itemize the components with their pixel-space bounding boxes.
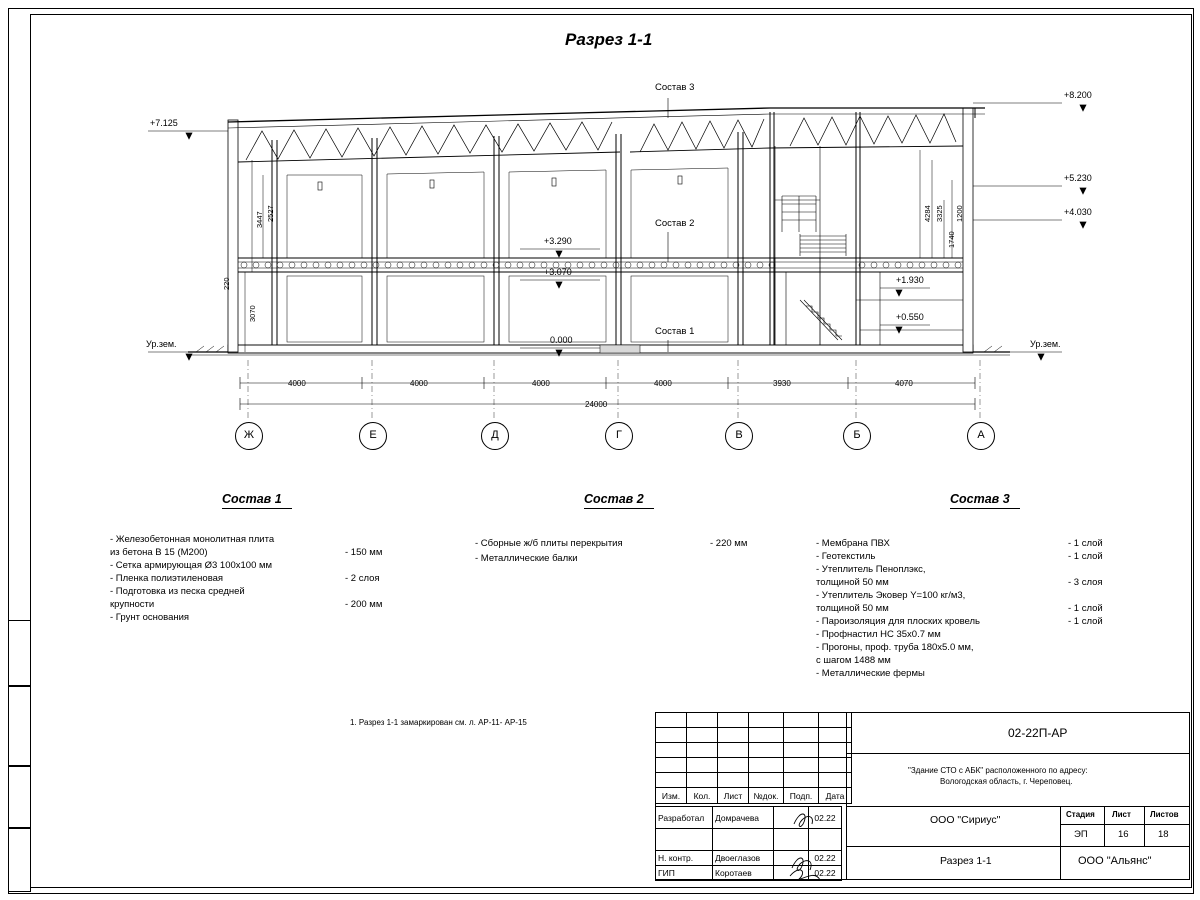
vdim-2527: 2527 <box>266 205 275 222</box>
list-item-value: - 1 слой <box>1068 603 1103 614</box>
list-item: толщиной 50 мм <box>816 603 889 614</box>
level-label-right-3: +4.030 <box>1064 207 1092 217</box>
drawing-note: 1. Разрез 1-1 замаркирован см. л. АР-11- АР-15 <box>350 718 527 727</box>
list-item: - Геотекстиль <box>816 551 876 562</box>
callout-sostav-3: Состав 3 <box>655 82 695 93</box>
title-sep-vertical <box>846 712 847 880</box>
role-date: 02.22 <box>809 807 842 829</box>
hdim-4: 4000 <box>654 379 672 388</box>
composition-3-list <box>816 538 1076 681</box>
project-code: 02-22П-АР <box>1008 726 1068 740</box>
list-item: - Пленка полиэтиленовая <box>110 573 224 584</box>
role-label <box>656 829 713 851</box>
list-item: крупности <box>110 599 155 610</box>
list-item-value: - 1 слой <box>1068 616 1103 627</box>
vdim-1200: 1200 <box>955 205 964 222</box>
axis-marker-d: Д <box>481 422 509 450</box>
sheet-name: Разрез 1-1 <box>940 855 992 867</box>
list-item: - Металлические балки <box>475 553 578 564</box>
rev-header-list: Лист <box>718 788 749 804</box>
axis-marker-zh: Ж <box>235 422 263 450</box>
axis-marker-a: А <box>967 422 995 450</box>
drawing-title: Разрез 1-1 <box>565 30 653 49</box>
margin-stub-1 <box>8 620 31 686</box>
margin-stub-2 <box>8 686 31 766</box>
list-item: - Профнастил НС 35х0.7 мм <box>816 629 941 640</box>
list-item-value <box>1068 564 1158 577</box>
list-item-value: - 2 слоя <box>345 573 380 584</box>
title-sep-vertical-2 <box>1060 806 1061 846</box>
role-name: Двоеглазов <box>713 851 774 866</box>
list-item: - Железобетонная монолитная плита <box>110 534 275 545</box>
hdim-2: 4000 <box>410 379 428 388</box>
list-item: с шагом 1488 мм <box>816 655 891 666</box>
list-item: - Металлические фермы <box>816 668 925 679</box>
list-item-value <box>345 586 435 599</box>
level-label-inner-3: 0.000 <box>550 335 573 345</box>
level-label-right-ground: Ур.зем. <box>1030 339 1061 349</box>
role-date: 02.22 <box>809 851 842 866</box>
stage-col-sep-2 <box>1144 806 1145 846</box>
vdim-4284: 4284 <box>923 205 932 222</box>
stage-col-sep-1 <box>1104 806 1105 846</box>
stage-value-sheet: 16 <box>1118 829 1129 840</box>
vdim-3325: 3325 <box>935 205 944 222</box>
list-item-value <box>345 612 435 625</box>
hdim-6: 4070 <box>895 379 913 388</box>
list-item: - Грунт основания <box>110 612 190 623</box>
level-label-inner-2: +3.070 <box>544 267 572 277</box>
level-label-inner-5: +0.550 <box>896 312 924 322</box>
title-sep-1 <box>846 753 1190 754</box>
title-sep-vertical-3 <box>1060 846 1061 880</box>
vdim-1740: 1740 <box>947 231 956 248</box>
list-item: - Утеплитель Эковер Y=100 кг/м3, <box>816 590 966 601</box>
axis-marker-b: Б <box>843 422 871 450</box>
composition-2-values <box>710 538 800 568</box>
level-label-left-ground: Ур.зем. <box>146 339 177 349</box>
margin-stub-4 <box>8 828 31 892</box>
stage-header-sheet: Лист <box>1112 810 1131 819</box>
composition-1-underline <box>222 508 292 509</box>
role-label: ГИП <box>656 866 713 881</box>
callout-sostav-1: Состав 1 <box>655 326 695 337</box>
list-item-value: - 3 слоя <box>1068 577 1103 588</box>
hdim-3: 4000 <box>532 379 550 388</box>
list-item: - Пароизоляция для плоских кровель <box>816 616 981 627</box>
level-label-inner-1: +3.290 <box>544 236 572 246</box>
vdim-220: 220 <box>222 277 231 290</box>
list-item-value: - 200 мм <box>345 599 383 610</box>
list-item: из бетона В 15 (М200) <box>110 547 208 558</box>
object-line-2: Вологодская область, г. Череповец. <box>940 777 1073 786</box>
list-item: - Мембрана ПВХ <box>816 538 890 549</box>
role-name: Коротаев <box>713 866 774 881</box>
composition-3-values <box>1068 538 1158 629</box>
hdim-1: 4000 <box>288 379 306 388</box>
list-item: толщиной 50 мм <box>816 577 889 588</box>
title-sep-2 <box>846 806 1190 807</box>
rev-header-podp: Подп. <box>784 788 819 804</box>
level-label-inner-4: +1.930 <box>896 275 924 285</box>
stage-value-sheets: 18 <box>1158 829 1169 840</box>
axis-marker-g: Г <box>605 422 633 450</box>
callout-sostav-2: Состав 2 <box>655 218 695 229</box>
list-item-value: - 1 слой <box>1068 538 1103 549</box>
level-label-right-1: +8.200 <box>1064 90 1092 100</box>
designer-company: ООО "Сириус" <box>930 814 1001 826</box>
composition-3-underline <box>950 508 1020 509</box>
list-item-value: - 150 мм <box>345 547 383 558</box>
list-item: - Сборные ж/б плиты перекрытия <box>475 538 623 549</box>
list-item: - Подготовка из песка средней <box>110 586 245 597</box>
stage-sep <box>1060 824 1190 825</box>
level-label-left-1: +7.125 <box>150 118 178 128</box>
stage-value-stage: ЭП <box>1074 829 1088 840</box>
hdim-total: 24000 <box>585 400 608 409</box>
list-item-value <box>345 534 435 547</box>
object-line-1: "Здание СТО с АБК" расположенного по адресу: <box>908 766 1088 775</box>
org-name: ООО "Альянс" <box>1078 855 1152 867</box>
role-label: Н. контр. <box>656 851 713 866</box>
composition-2-list <box>475 538 715 568</box>
role-label: Разработал <box>656 807 713 829</box>
stage-header-sheets: Листов <box>1150 810 1179 819</box>
composition-2-underline <box>584 508 654 509</box>
rev-header-kol: Кол. <box>687 788 718 804</box>
stage-header-stage: Стадия <box>1066 810 1095 819</box>
composition-2-title: Состав 2 <box>584 492 644 506</box>
vdim-3070: 3070 <box>248 305 257 322</box>
list-item-value: - 220 мм <box>710 538 748 549</box>
vdim-3447: 3447 <box>255 211 264 228</box>
rev-header-izm: Изм. <box>656 788 687 804</box>
axis-marker-v: В <box>725 422 753 450</box>
role-name <box>713 829 774 851</box>
rev-header-ndok: №док. <box>749 788 784 804</box>
list-item: - Сетка армирующая Ø3 100х100 мм <box>110 560 273 571</box>
revision-grid <box>655 712 852 804</box>
list-item-value <box>345 560 435 573</box>
role-date: 02.22 <box>809 866 842 881</box>
list-item-value: - 1 слой <box>1068 551 1103 562</box>
signature-marks <box>786 806 846 896</box>
list-item: - Утеплитель Пеноплэкс, <box>816 564 926 575</box>
list-item: - Прогоны, проф. труба 180х5.0 мм, <box>816 642 974 653</box>
composition-1-values <box>345 534 435 625</box>
axis-marker-e: Е <box>359 422 387 450</box>
composition-1-title: Состав 1 <box>222 492 282 506</box>
level-label-right-2: +5.230 <box>1064 173 1092 183</box>
rev-header-data: Дата <box>819 788 852 804</box>
margin-stub-3 <box>8 766 31 828</box>
title-sep-3 <box>846 846 1190 847</box>
role-name: Домрачева <box>713 807 774 829</box>
list-item-value <box>1068 590 1158 603</box>
list-item-value <box>710 553 800 568</box>
composition-3-title: Состав 3 <box>950 492 1010 506</box>
hdim-5: 3930 <box>773 379 791 388</box>
